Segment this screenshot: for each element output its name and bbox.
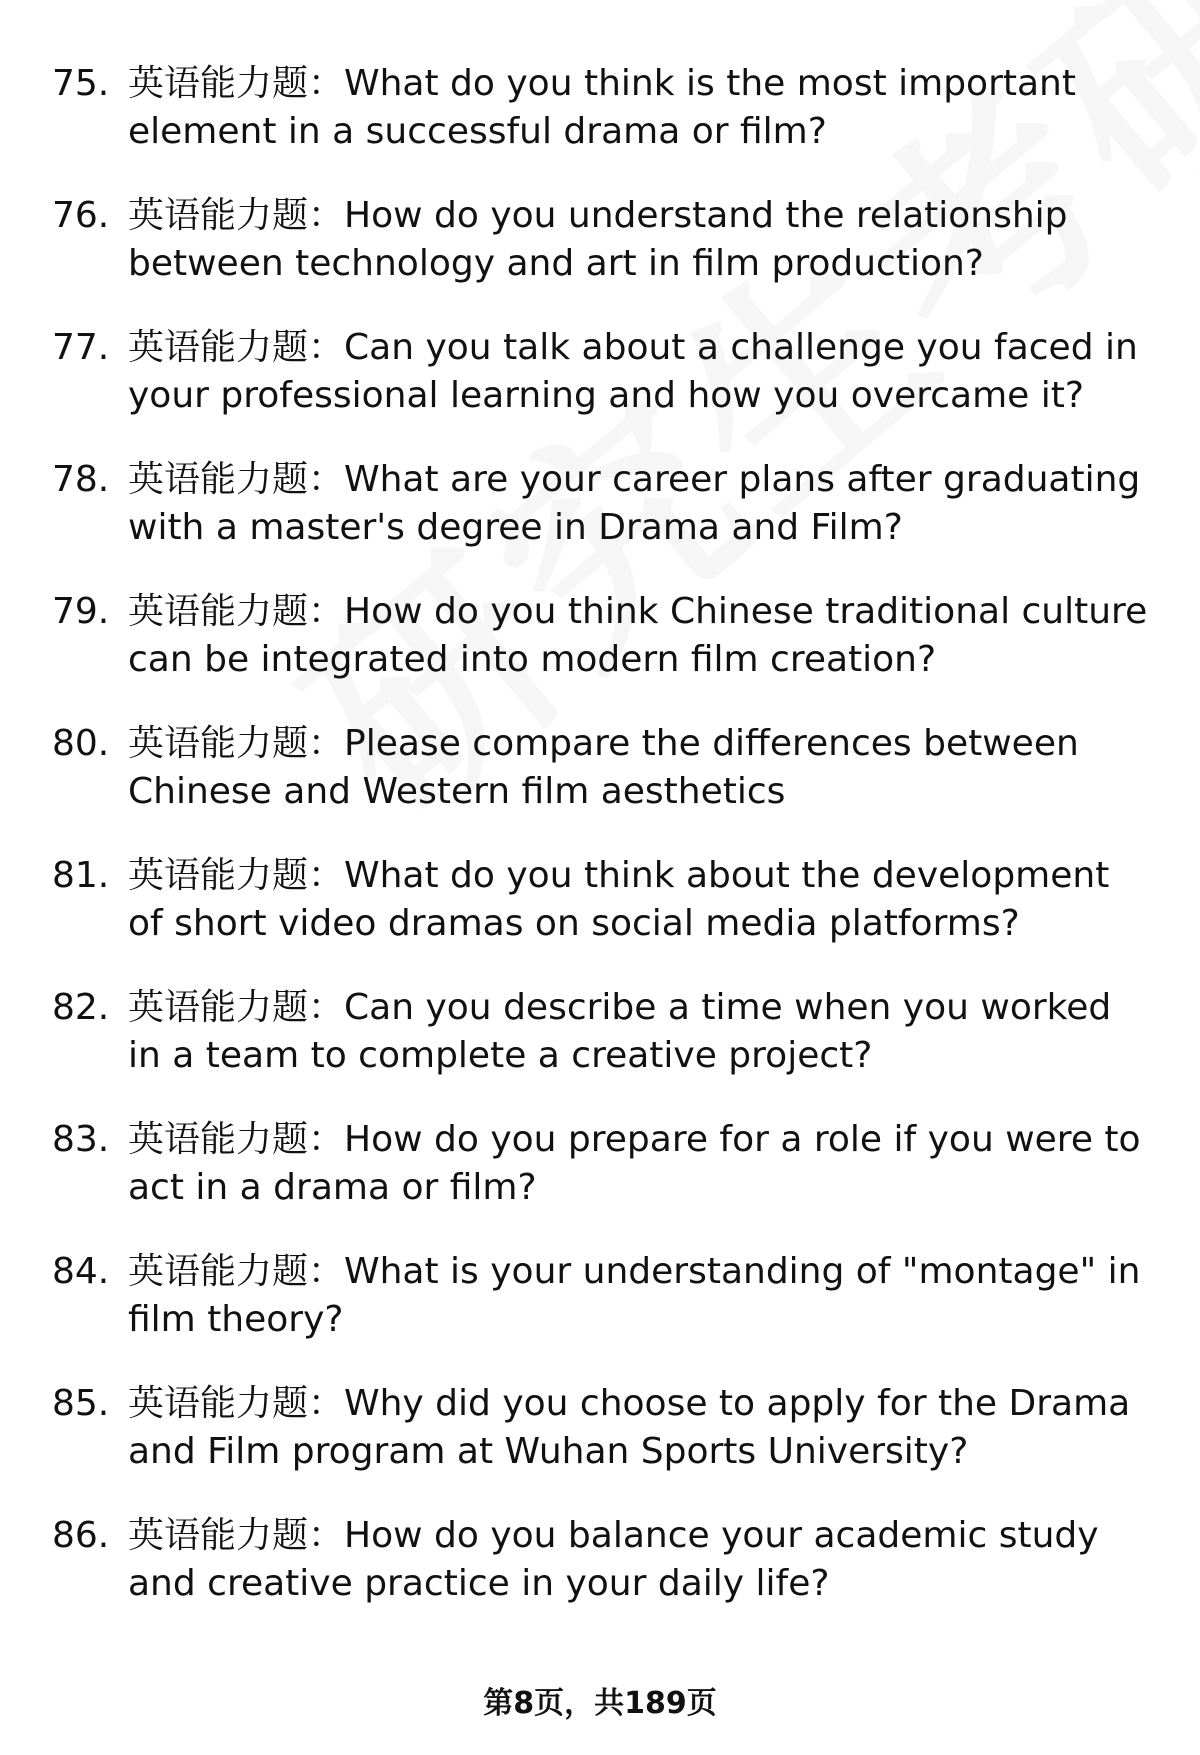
question-tag: 英语能力题：	[128, 591, 345, 632]
question-text-block	[128, 60, 1153, 156]
question-text-block	[128, 1248, 1153, 1344]
page-number-footer: 第8页，共189页	[483, 1686, 717, 1721]
question-text-block	[128, 1512, 1153, 1608]
question-item	[0, 588, 1200, 720]
question-number: 77.	[52, 327, 110, 368]
question-tag: 英语能力题：	[128, 195, 345, 236]
question-item	[0, 984, 1200, 1116]
question-tag: 英语能力题：	[128, 1383, 345, 1424]
question-text: Please compare the differences between Chinese and Western film aesthetics	[128, 723, 1079, 812]
question-item	[0, 1248, 1200, 1380]
question-number: 85.	[52, 1383, 110, 1424]
question-tag: 英语能力题：	[128, 63, 345, 104]
question-item	[0, 852, 1200, 984]
question-text: How do you think Chinese traditional culture can be integrated into modern film creation?	[128, 591, 1148, 680]
question-text-block	[128, 192, 1153, 288]
question-text: What do you think is the most important element in a successful drama or film?	[128, 63, 1076, 152]
question-text: What are your career plans after graduating with a master's degree in Drama and Film?	[128, 459, 1141, 548]
question-text: How do you balance your academic study and creative practice in your daily life?	[128, 1515, 1099, 1604]
question-number: 79.	[52, 591, 110, 632]
question-item	[0, 1116, 1200, 1248]
question-text-block	[128, 852, 1153, 948]
question-number: 84.	[52, 1251, 110, 1292]
question-number: 82.	[52, 987, 110, 1028]
question-text-block	[128, 720, 1153, 816]
question-text-block	[128, 1380, 1153, 1476]
question-number: 81.	[52, 855, 110, 896]
question-text-block	[128, 324, 1153, 420]
question-tag: 英语能力题：	[128, 459, 345, 500]
question-text-block	[128, 456, 1153, 552]
question-tag: 英语能力题：	[128, 327, 345, 368]
question-number: 83.	[52, 1119, 110, 1160]
question-text: How do you prepare for a role if you were to act in a drama or film?	[128, 1119, 1141, 1208]
question-tag: 英语能力题：	[128, 855, 345, 896]
question-item	[0, 324, 1200, 456]
question-item	[0, 192, 1200, 324]
question-tag: 英语能力题：	[128, 1251, 345, 1292]
question-tag: 英语能力题：	[128, 1515, 345, 1556]
question-item	[0, 1380, 1200, 1512]
question-number: 78.	[52, 459, 110, 500]
question-text-block	[128, 1116, 1153, 1212]
question-number: 76.	[52, 195, 110, 236]
question-text: Can you talk about a challenge you faced in your professional learning and how you overcame it?	[128, 327, 1138, 416]
question-text-block	[128, 984, 1153, 1080]
question-text: What do you think about the development of short video dramas on social media platforms?	[128, 855, 1110, 944]
question-tag: 英语能力题：	[128, 987, 345, 1028]
question-item	[0, 456, 1200, 588]
question-number: 80.	[52, 723, 110, 764]
question-number: 86.	[52, 1515, 110, 1556]
question-text-block	[128, 588, 1153, 684]
question-list	[0, 60, 1200, 1644]
question-item	[0, 720, 1200, 852]
question-tag: 英语能力题：	[128, 1119, 345, 1160]
question-text: Can you describe a time when you worked in a team to complete a creative project?	[128, 987, 1112, 1076]
question-item	[0, 60, 1200, 192]
question-text: Why did you choose to apply for the Drama and Film program at Wuhan Sports University?	[128, 1383, 1131, 1472]
question-item	[0, 1512, 1200, 1644]
question-tag: 英语能力题：	[128, 723, 345, 764]
question-text: What is your understanding of "montage" in film theory?	[128, 1251, 1141, 1340]
question-text: How do you understand the relationship between technology and art in film production?	[128, 195, 1068, 284]
question-number: 75.	[52, 63, 110, 104]
